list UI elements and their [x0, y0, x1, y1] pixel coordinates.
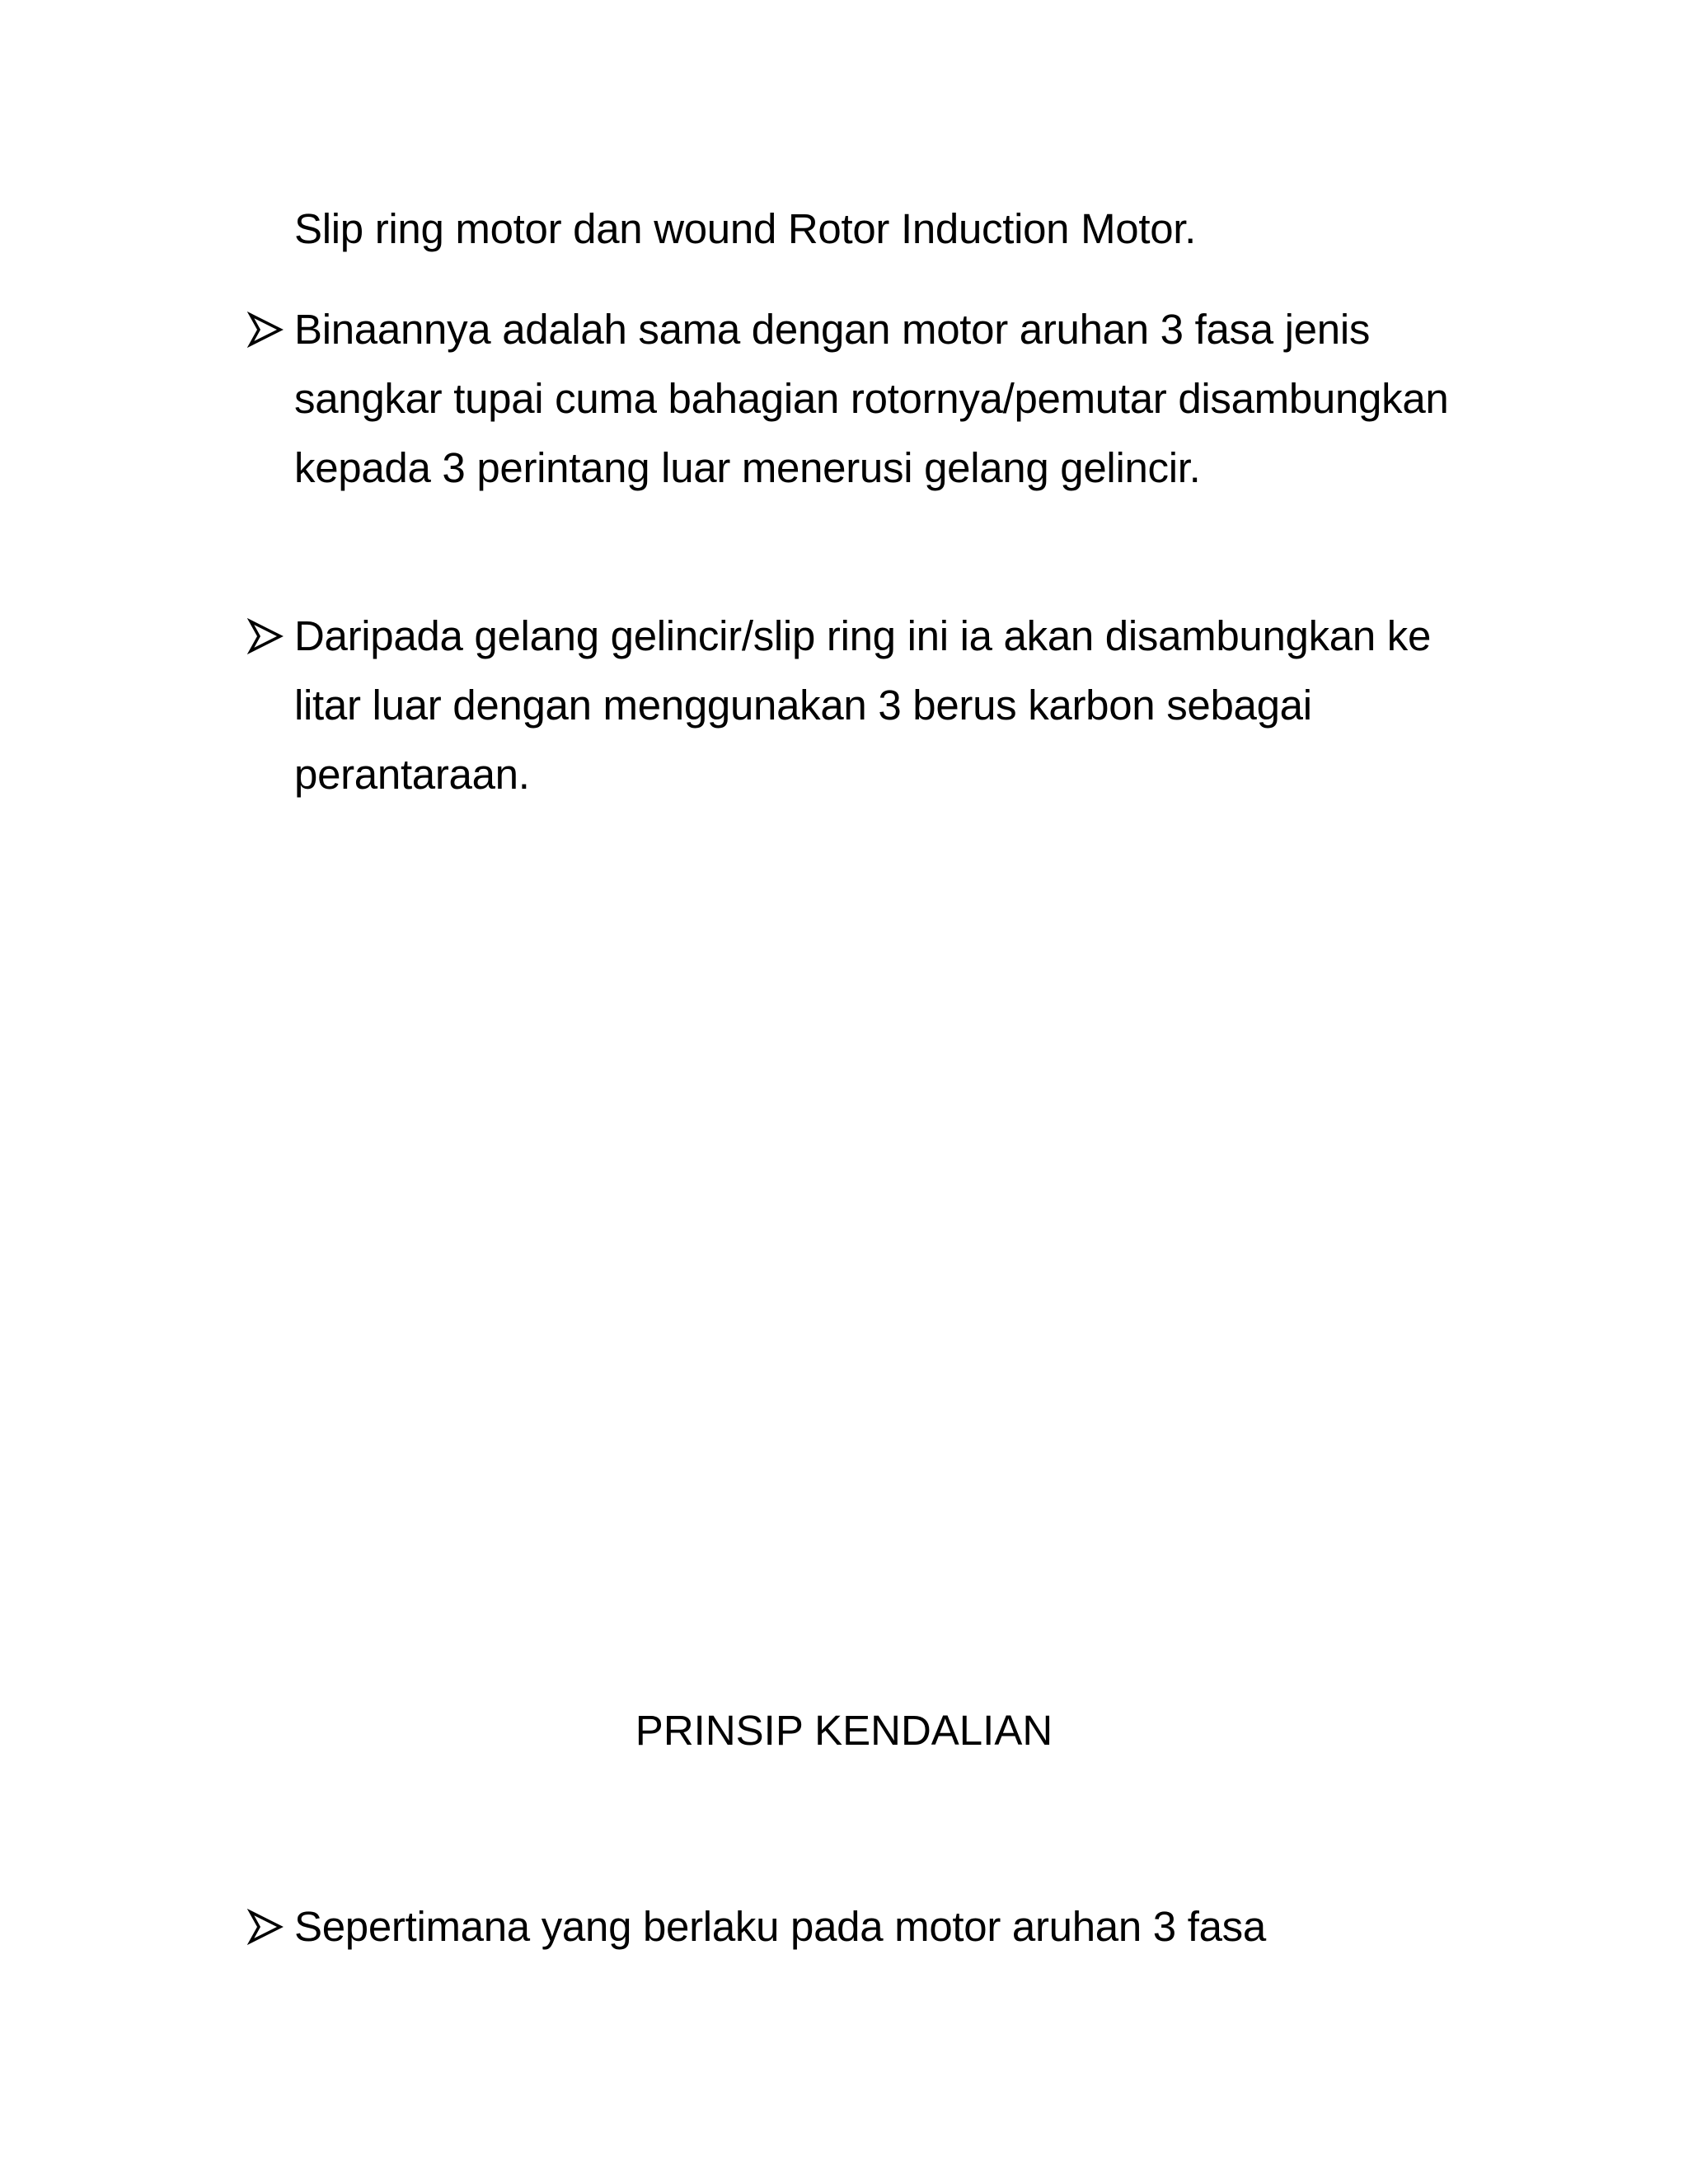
arrowhead-bullet-icon: [247, 312, 284, 348]
section-bullet-text: Sepertimana yang berlaku pada motor aruhan 3 fasa: [294, 1903, 1266, 1950]
arrowhead-bullet-icon: [247, 618, 284, 654]
bullet-text: Binaannya adalah sama dengan motor aruhan 3 fasa jenis sangkar tupai cuma bahagian rotornya/pemutar disambungkan kepada 3 perintang luar menerusi gelang gelincir.: [294, 306, 1449, 491]
arrowhead-bullet-icon: [247, 1909, 284, 1945]
section-heading: PRINSIP KENDALIAN: [635, 1707, 1053, 1754]
continuation-line: Slip ring motor dan wound Rotor Induction Motor.: [294, 205, 1197, 252]
bullet-text: Daripada gelang gelincir/slip ring ini ia akan disambungkan ke litar luar dengan menggunakan 3 berus karbon sebagai perantaraan.: [294, 612, 1432, 798]
